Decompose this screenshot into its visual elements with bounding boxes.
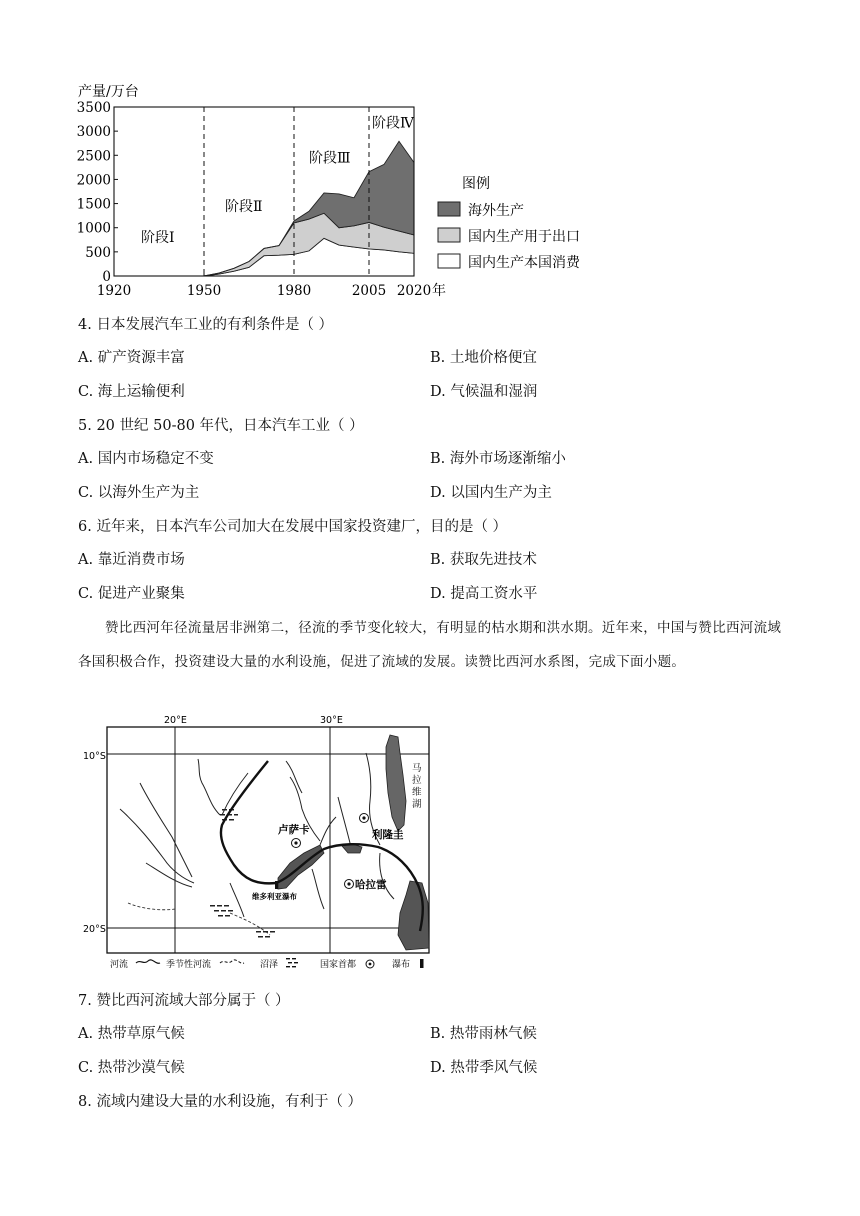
option-d: D. 热带季风气候 (430, 1060, 538, 1076)
legend-swamp-symbol (286, 958, 298, 967)
capital-lusaka (278, 823, 310, 848)
reading-passage: 赞比西河年径流量居非洲第二，径流的季节变化较大，有明显的枯水期和洪水期。近年来，中国与赞比西河流域各国积极合作，投资建设大量的水利设施，促进了流域的发展。读赞比西河水系图，完成下面小题。 (78, 620, 782, 670)
legend-swatch (438, 202, 460, 216)
option-c: C. 以海外生产为主 (78, 485, 200, 501)
zambezi-river-map (80, 713, 432, 975)
harare-label: 哈拉雷 (355, 879, 387, 891)
lat-label-10s: 10°S (83, 751, 106, 762)
option-b: B. 海外市场逐渐缩小 (430, 451, 566, 467)
option-a: A. 矿产资源丰富 (78, 350, 185, 366)
legend-seasonal-river: 季节性河流 (166, 960, 212, 970)
y-tick-label: 2500 (76, 148, 111, 165)
legend-swamp: 沼泽 (260, 960, 279, 970)
lake-malawi (386, 735, 406, 831)
x-axis-unit: 年 (432, 283, 446, 299)
capital-harare (345, 878, 387, 891)
legend-swatch (438, 254, 460, 268)
legend-entry: 国内生产用于出口 (468, 229, 580, 245)
y-tick-label: 500 (85, 244, 111, 261)
option-b: B. 获取先进技术 (430, 552, 537, 568)
y-tick-label: 3500 (76, 100, 111, 116)
lake-malawi-label: 马拉维湖 (412, 763, 422, 810)
option-a: A. 热带草原气候 (78, 1026, 185, 1042)
y-tick-label: 0 (102, 269, 111, 285)
option-c: C. 热带沙漠气候 (78, 1060, 185, 1076)
legend-capital-symbol (366, 960, 374, 968)
option-b: B. 热带雨林气候 (430, 1026, 537, 1042)
legend-seasonal-symbol (220, 960, 244, 963)
question-stem: 7. 赞比西河流域大部分属于（ ） (78, 993, 290, 1009)
option-a: A. 国内市场稳定不变 (78, 451, 214, 467)
legend-title: 图例 (462, 176, 490, 192)
legend-waterfall-symbol (420, 959, 424, 968)
question-stem: 5. 20 世纪 50-80 年代，日本汽车工业（ ） (78, 418, 364, 434)
seasonal-rivers (128, 903, 270, 935)
victoria-falls-label: 维多利亚瀑布 (252, 892, 297, 901)
option-a: A. 靠近消费市场 (78, 552, 185, 568)
lat-label-20s: 20°S (83, 924, 106, 935)
question-stem: 4. 日本发展汽车工业的有利条件是（ ） (78, 317, 334, 333)
stage-label: 阶段Ⅰ (141, 230, 175, 247)
option-c: C. 促进产业聚集 (78, 586, 185, 602)
y-axis-label: 产量/万台 (78, 84, 139, 100)
legend-swatch (438, 228, 460, 242)
legend-capital: 国家首都 (320, 960, 357, 970)
x-tick-label: 2020 (396, 283, 432, 299)
legend-river-symbol (136, 960, 160, 963)
question-stem: 6. 近年来，日本汽车公司加大在发展中国家投资建厂，目的是（ ） (78, 519, 508, 535)
option-d: D. 以国内生产为主 (430, 485, 552, 501)
option-c: C. 海上运输便利 (78, 384, 185, 400)
lusaka-label: 卢萨卡 (278, 824, 310, 836)
lower-reservoir (398, 881, 429, 950)
map-legend (110, 958, 424, 970)
x-tick-label: 2005 (351, 283, 387, 299)
lon-label-30e: 30°E (320, 715, 343, 726)
stage-label: 阶段Ⅱ (225, 198, 263, 215)
legend-waterfall: 瀑布 (392, 960, 411, 970)
option-d: D. 气候温和湿润 (430, 384, 538, 400)
lilongwe-label: 利隆圭 (372, 829, 404, 841)
y-tick-label: 3000 (76, 124, 111, 141)
y-tick-label: 1000 (76, 220, 111, 237)
stage-label: 阶段Ⅳ (372, 115, 414, 132)
x-tick-label: 1980 (276, 283, 312, 299)
legend-entry: 国内生产本国消费 (468, 255, 580, 271)
option-d: D. 提高工资水平 (430, 586, 538, 602)
car-production-chart (70, 80, 630, 300)
legend-river: 河流 (110, 960, 129, 970)
x-tick-label: 1920 (96, 283, 132, 299)
legend-entry: 海外生产 (468, 203, 524, 219)
lon-label-20e: 20°E (164, 715, 187, 726)
stage-label: 阶段Ⅲ (309, 150, 351, 167)
question-stem: 8. 流域内建设大量的水利设施，有利于（ ） (78, 1094, 363, 1110)
y-tick-label: 2000 (76, 172, 111, 189)
option-b: B. 土地价格便宜 (430, 350, 537, 366)
x-tick-label: 1950 (186, 283, 222, 299)
y-tick-label: 1500 (76, 196, 111, 213)
